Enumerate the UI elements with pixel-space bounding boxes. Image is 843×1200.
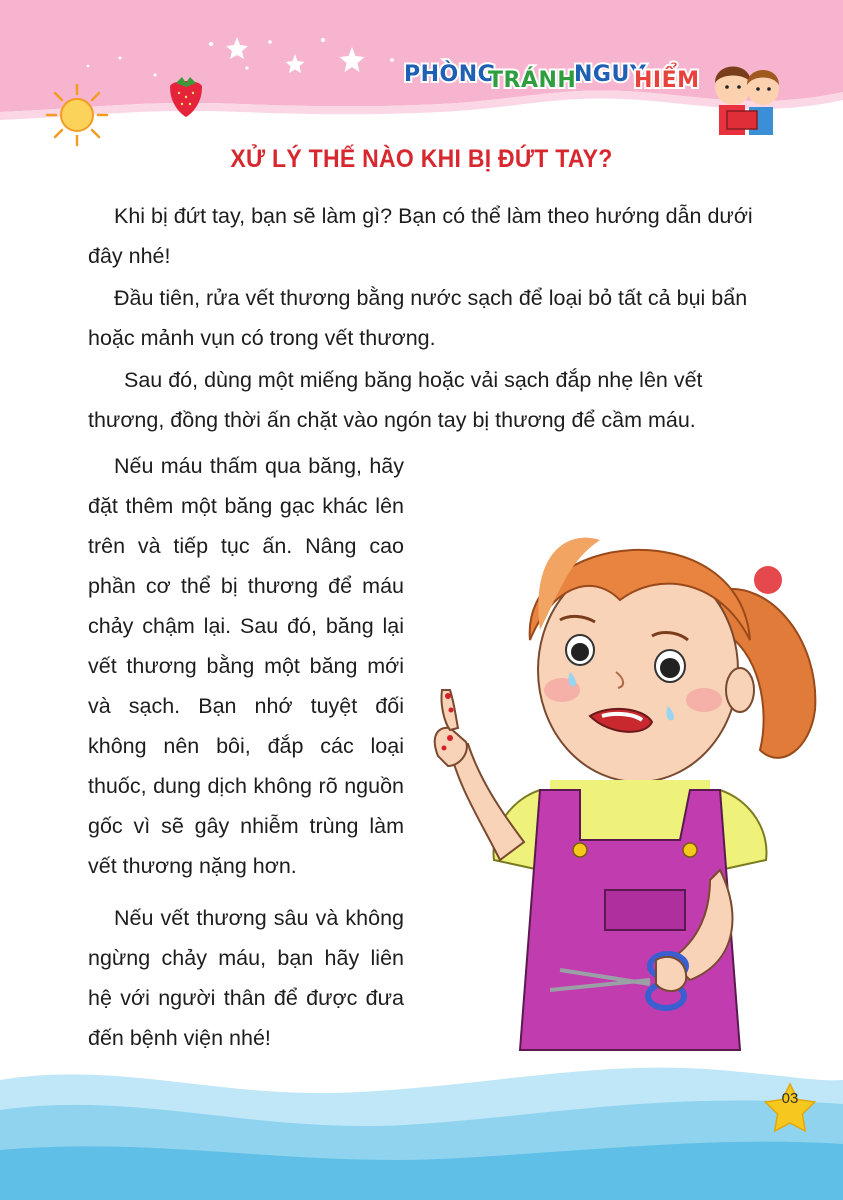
paragraph: Khi bị đứt tay, bạn sẽ làm gì? Bạn có thể làm theo hướng dẫn dưới đây nhé!	[88, 204, 753, 268]
page-title: XỬ LÝ THẾ NÀO KHI BỊ ĐỨT TAY?	[230, 145, 613, 173]
series-title-word: NGUY	[574, 62, 647, 87]
footer-waves	[0, 1040, 843, 1200]
series-title	[398, 58, 698, 102]
paragraph: Nếu máu thấm qua băng, hãy đặt thêm một băng gạc khác lên trên và tiếp tục ấn. Nâng cao phần cơ thể bị thương để máu chảy chậm lại. Sau đó, băng lại vết thương bằng một băng mới và sạch. Bạn nhớ tuyệt đối không nên bôi, đắp các loại thuốc, dung dịch không rõ nguồn gốc vì sẽ gây nhiễm trùng làm vết thương nặng hơn.	[88, 454, 404, 878]
paragraph: Sau đó, dùng một miếng băng hoặc vải sạch đắp nhẹ lên vết thương, đồng thời ấn chặt vào ngón tay bị thương để cầm máu.	[88, 368, 703, 432]
series-title-word: HIỂM	[634, 68, 700, 93]
page-number: 03	[781, 1090, 799, 1107]
series-title-word: PHÒNG	[404, 62, 497, 87]
paragraph: Nếu vết thương sâu và không ngừng chảy máu, bạn hãy liên hệ với người thân để được đưa đến bệnh viện nhé!	[88, 906, 404, 1050]
series-title-word: TRÁNH	[488, 68, 577, 93]
sun-icon	[47, 85, 107, 145]
girl-cut-finger-illustration	[420, 490, 843, 1060]
paragraph: Đầu tiên, rửa vết thương bằng nước sạch để loại bỏ tất cả bụi bẩn hoặc mảnh vụn có trong vết thương.	[88, 286, 748, 350]
